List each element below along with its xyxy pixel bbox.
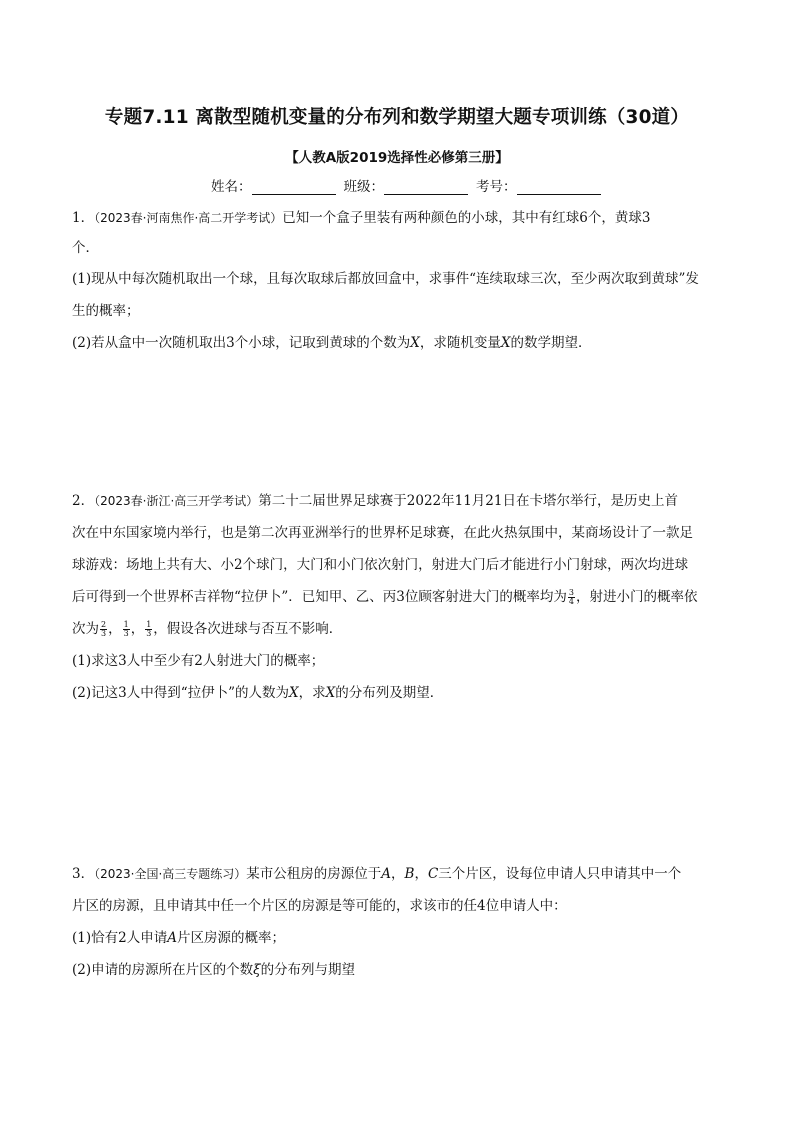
question-3-line-1 xyxy=(72,858,728,890)
q1-part-2-text-a: (2)若从盒中一次随机取出3个小球，记取到黄球的个数为 xyxy=(72,335,411,351)
q3-part-1-text-b: 片区房源的概率； xyxy=(176,930,285,946)
question-2-source: （2023春·浙江·高三开学考试） xyxy=(94,494,259,508)
q2-part-2-text-b: ，求 xyxy=(298,685,326,701)
fraction-one-third-b: $\frac{1}{3}$ xyxy=(146,620,152,638)
page-title: 专题7.11 离散型随机变量的分布列和数学期望大题专项训练（30道） xyxy=(104,107,690,128)
question-2-line-2: 次在中东国家境内举行，也是第二次再亚洲举行的世界杯足球赛，在此火热氛围中，某商场设计了一款足 xyxy=(72,525,693,541)
question-1-line-1 xyxy=(72,203,728,233)
q3-region-c: C xyxy=(427,866,439,882)
q3-line-1-text-b: 三个片区，设每位申请人只申请其中一个 xyxy=(438,866,682,882)
q1-variable-x: X xyxy=(410,335,420,351)
q3-region-b: B xyxy=(404,866,415,882)
question-2-number: 2． xyxy=(72,493,95,509)
q1-part-2-text-c: 的数学期望． xyxy=(510,335,592,351)
q3-variable-xi: ξ xyxy=(253,962,261,978)
fraction-two-thirds: $\frac{2}{3}$ xyxy=(101,620,107,638)
q1-variable-x-2: X xyxy=(500,335,511,351)
question-2-part-1: (1)求这3人中至少有2人射进大门的概率； xyxy=(72,653,325,669)
question-2-stem-1: 第二十二届世界足球赛于2022年11月21日在卡塔尔举行，是历史上首 xyxy=(258,493,678,509)
q2-separator-2: ， xyxy=(130,621,145,637)
question-1-number: 1． xyxy=(72,210,95,226)
fraction-one-third-a: $\frac{1}{3}$ xyxy=(123,620,129,638)
q3-part-1-text-a: (1)恰有2人申请 xyxy=(72,930,168,946)
fraction-three-quarters: $\frac{3}{4}$ xyxy=(568,588,574,606)
question-1-source: （2023春·河南焦作·高二开学考试） xyxy=(94,211,283,225)
q2-part-2-text-a: (2)记这3人中得到“拉伊卜”的人数为 xyxy=(72,685,290,701)
exam-number-label: 考号： xyxy=(476,179,517,195)
q2-line-4-text-a: 后可得到一个世界杯吉祥物“拉伊卜”．已知甲、乙、丙3位顾客射进大门的概率均为 xyxy=(72,589,567,605)
question-1-part-1-a: (1)现从中每次随机取出一个球，且每次取球后都放回盒中，求事件“连续取球三次，至少两次取到黄球”发 xyxy=(72,271,699,287)
q1-part-2-text-b: ，求随机变量 xyxy=(419,335,501,351)
q2-variable-x-2: X xyxy=(325,685,336,701)
q3-comma-2: ， xyxy=(414,866,428,882)
question-3-line-2: 片区的房源，且申请其中任一个片区的房源是等可能的，求该市的任4位申请人中： xyxy=(72,898,567,914)
q2-line-4-text-b: ，射进小门的概率依 xyxy=(576,589,698,605)
question-2-line-5 xyxy=(72,613,728,645)
question-3-part-2 xyxy=(72,954,728,986)
q3-part-1-region-a: A xyxy=(167,930,177,946)
question-2-line-4 xyxy=(72,581,728,613)
q3-comma-1: ， xyxy=(391,866,405,882)
question-2-line-3: 球游戏：场地上共有大、小2个球门，大门和小门依次射门，射进大门后才能进行小门射球，两次均进球 xyxy=(72,557,689,573)
question-1 xyxy=(72,203,728,359)
q3-part-2-text-a: (2)申请的房源所在片区的个数 xyxy=(72,962,254,978)
question-2-part-2 xyxy=(72,677,728,709)
q2-variable-x: X xyxy=(289,685,299,701)
exam-number-blank[interactable] xyxy=(517,180,601,195)
q2-line-5-text-a: 次为 xyxy=(72,621,99,637)
name-blank[interactable] xyxy=(252,180,336,195)
question-3 xyxy=(72,858,728,986)
class-blank[interactable] xyxy=(384,180,468,195)
question-2-line-1 xyxy=(72,485,728,517)
student-info-row xyxy=(211,175,609,195)
q2-part-2-text-c: 的分布列及期望． xyxy=(335,685,444,701)
name-label: 姓名： xyxy=(211,179,252,195)
q2-separator-1: ， xyxy=(108,621,122,637)
question-3-part-1 xyxy=(72,922,728,954)
q3-line-1-text-a: 某市公租房的房源位于 xyxy=(246,866,382,882)
question-2 xyxy=(72,485,728,709)
question-1-part-2 xyxy=(72,327,728,359)
question-3-source: （2023·全国·高三专题练习） xyxy=(94,867,247,881)
q2-line-5-text-b: ，假设各次进球与否互不影响． xyxy=(153,621,343,637)
question-1-line-2: 个． xyxy=(72,240,99,256)
q3-region-a: A xyxy=(381,866,392,882)
page-subtitle: 【人教A版2019选择性必修第三册】 xyxy=(285,150,509,166)
class-label: 班级： xyxy=(343,179,384,195)
question-3-number: 3． xyxy=(72,866,95,882)
q3-part-2-text-b: 的分布列与期望 xyxy=(260,962,356,978)
question-1-stem-1: 已知一个盒子里装有两种颜色的小球，其中有红球6个，黄球3 xyxy=(282,210,651,226)
question-1-part-1-b: 生的概率； xyxy=(72,303,140,319)
